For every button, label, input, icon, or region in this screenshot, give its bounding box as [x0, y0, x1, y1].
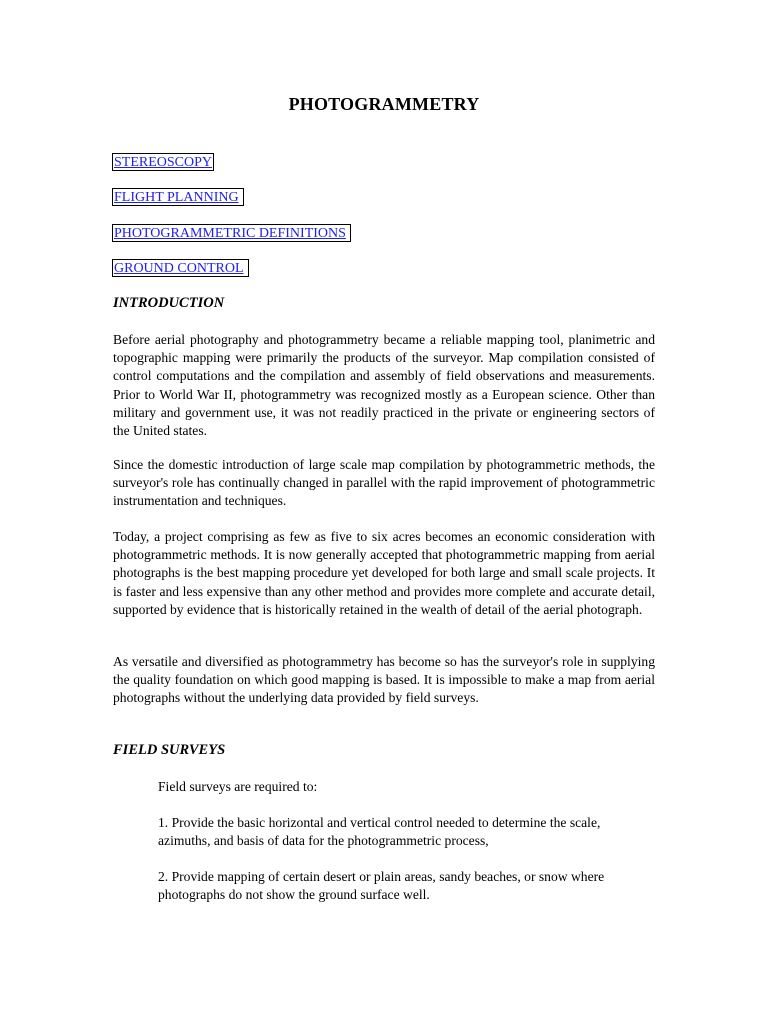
link-stereoscopy[interactable]	[112, 153, 214, 171]
paragraph: Since the domestic introduction of large scale map compilation by photogrammetric methods, the surveyor's role has continually changed in parallel with the rapid improvement of photogrammetric instrumentation and techniques.	[113, 457, 655, 509]
link-flight-planning[interactable]	[112, 188, 244, 206]
link-label: STEREOSCOPY	[114, 155, 213, 170]
paragraph: Today, a project comprising as few as five to six acres becomes an economic consideration with photogrammetric methods. It is now generally accepted that photogrammetric mapping from aerial photographs is the best mapping procedure yet developed for both large and small scale projects. It is faster and less expensive than any other method and provides more complete and accurate detail, supported by evidence that is historically retained in the wealth of detail of the aerial photograph.	[113, 529, 655, 617]
link-ground-control[interactable]	[112, 259, 249, 277]
paragraph: Before aerial photography and photogrammetry became a reliable mapping tool, planimetric and topographic mapping were primarily the products of the surveyor. Map compilation consisted of control computations and the compilation and assembly of field observations and measurements. Prior to World War II, photogrammetry was recognized mostly as a European science. Other than military and government use, it was not readily practiced in the private or engineering sectors of the United states.	[113, 332, 655, 439]
list-intro: Field surveys are required to:	[158, 779, 318, 794]
link-photogrammetric-definitions[interactable]	[112, 224, 351, 242]
link-label: PHOTOGRAMMETRIC DEFINITIONS	[114, 226, 346, 241]
section-heading-field-surveys: FIELD SURVEYS	[113, 742, 226, 758]
link-label: FLIGHT PLANNING	[114, 190, 239, 205]
page-title: PHOTOGRAMMETRY	[288, 94, 480, 114]
paragraph: As versatile and diversified as photogrammetry has become so has the surveyor's role in supplying the quality foundation on which good mapping is based. It is impossible to make a map from aerial photographs without the underlying data provided by field surveys.	[113, 654, 655, 706]
list-item: 1. Provide the basic horizontal and vertical control needed to determine the scale, azimuths, and basis of data for the photogrammetric process,	[158, 815, 601, 849]
list-item: 2. Provide mapping of certain desert or plain areas, sandy beaches, or snow where photographs do not show the ground surface well.	[158, 869, 605, 903]
link-label: GROUND CONTROL	[114, 261, 244, 276]
section-heading-introduction: INTRODUCTION	[113, 295, 225, 311]
